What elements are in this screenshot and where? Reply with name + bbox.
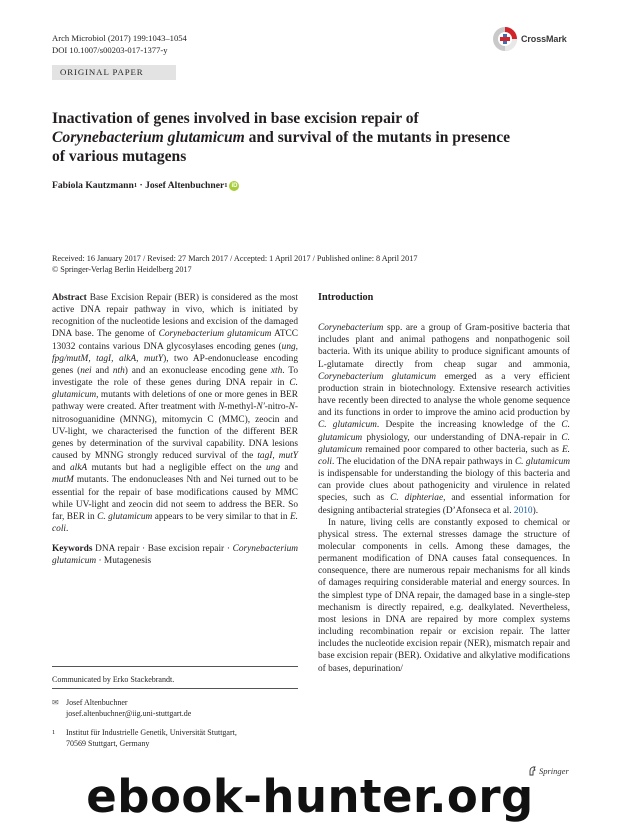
author-affiliation-sup: 1 bbox=[133, 182, 138, 189]
abstract-column bbox=[52, 292, 298, 567]
keywords-heading: Keywords bbox=[52, 544, 93, 555]
abstract-italic: xth bbox=[270, 365, 283, 376]
abstract-text: Base Excision Repair (BER) is considered as the most active DNA repair pathway in vivo, which is initiated by recognition of the nucleotide lesions and excision of the damaged DNA base. The genome of bbox=[52, 293, 298, 340]
intro-italic: C. glutamicum bbox=[514, 456, 571, 467]
publication-dates bbox=[52, 253, 417, 275]
abstract-italic: E. coli bbox=[52, 511, 299, 534]
abstract-italic: nei bbox=[80, 365, 92, 376]
title-species: Corynebacterium glutamicum bbox=[52, 129, 245, 146]
footnote-divider bbox=[52, 688, 298, 689]
abstract-text: and bbox=[52, 463, 70, 474]
abstract-text: ATCC 13032 contains various DNA glycosylases encoding genes ( bbox=[52, 329, 298, 352]
abstract-text: . To investigate the role of these genes during DNA repair in bbox=[52, 365, 298, 389]
orcid-icon[interactable]: iD bbox=[231, 182, 238, 189]
abstract-text: -nitro- bbox=[264, 402, 289, 413]
affiliation-line: 70569 Stuttgart, Germany bbox=[66, 738, 150, 748]
article-title bbox=[52, 109, 522, 166]
springer-label: Springer bbox=[539, 766, 569, 776]
intro-text: spp. are a group of Gram-positive bacteria that includes plant and animal pathogens and nonpathogenic soil bacteria. With its unique ability to produce significant amounts of L-glutamate directly from cheap sugar and ammonia, bbox=[318, 323, 570, 370]
affiliation-line: Institut für Industrielle Genetik, Universität Stuttgart, bbox=[66, 728, 237, 737]
intro-paragraph: In nature, living cells are constantly exposed to chemical or physical stress. The external stresses damage the structure of molecular components in cells. Among these damages, the permanent modification of DNA causes fatal consequences. In consequence, there are numerous repair mechanisms for all kinds of damages requiring considerable material and energy sources. In the simplest type of DNA repair, the damaged base in a single-step mechanism is directly repaired, e.g. dealkylated. Nevertheless, most lesions in DNA are repaired by more complex systems including recombination repair or excision repair. The latter includes the nucleotide excision repair (NER), mismatch repair and base excision repair (BER). Oxidative and alkylative modifications of bases, depurination/ bbox=[318, 517, 570, 674]
abstract-text: and bbox=[91, 365, 113, 376]
author-name[interactable]: Fabiola Kautzmann bbox=[52, 180, 134, 191]
abstract-text: mutants but had a negligible effect on the bbox=[87, 463, 266, 474]
author-separator: · bbox=[137, 180, 146, 191]
abstract-italic: N bbox=[288, 402, 295, 413]
abstract-text: appears to be very similar to that in bbox=[152, 511, 290, 522]
abstract-italic: nth bbox=[112, 365, 125, 376]
intro-text: emerged as a very efficient production strain in biotechnology. Extensive research activities have recently been directed to analyse the whole genome sequence and its functions in order to improve the amino acid production by bbox=[318, 371, 570, 419]
journal-citation bbox=[52, 32, 187, 56]
crossmark-badge[interactable] bbox=[492, 26, 567, 52]
intro-italic: C. glutamicum bbox=[318, 420, 570, 443]
abstract-italic: N bbox=[218, 402, 225, 413]
affiliation bbox=[52, 728, 237, 749]
copyright-line: © Springer-Verlag Berlin Heidelberg 2017 bbox=[52, 265, 192, 274]
abstract-italic: ung, fpg/mutM, tagI, alkA, mutY bbox=[52, 341, 298, 364]
abstract-text: . bbox=[66, 523, 69, 534]
abstract-text: and bbox=[280, 463, 299, 474]
author-name[interactable]: Josef Altenbuchner bbox=[145, 180, 225, 191]
author-list bbox=[52, 180, 239, 191]
communicated-by: Communicated by Erko Stackebrandt. bbox=[52, 675, 175, 684]
contact-name: Josef Altenbuchner bbox=[66, 698, 128, 707]
keywords bbox=[52, 543, 298, 567]
doi-line[interactable]: DOI 10.1007/s00203-017-1377-y bbox=[52, 45, 168, 55]
citation-link[interactable]: 2010 bbox=[513, 505, 533, 516]
crossmark-label: CrossMark bbox=[521, 34, 567, 44]
author-affiliation-sup: 1 bbox=[224, 182, 228, 189]
abstract-text: ) and an exonuclease encoding gene bbox=[124, 365, 271, 376]
intro-italic: C. glutamicum bbox=[318, 432, 570, 455]
keywords-italic: Corynebacterium glutamicum bbox=[52, 544, 298, 567]
introduction-column bbox=[318, 292, 570, 675]
abstract-text: -nitrosoguanidine (MNNG), mitomycin C (MMC), zeocin and UV-light, we characterised the function of the different BER genes by determination of the survival capability. DNA lesions caused by MNNG strongly reduced survival of the bbox=[52, 402, 298, 462]
intro-text: is indispensable for understanding the biology of this bacteria and can provide clues about pathogenicity and virulence in related species, such as bbox=[318, 469, 570, 504]
abstract-text: ), two AP-endonuclease encoding genes ( bbox=[52, 353, 298, 376]
abstract-italic: C. glutamicum bbox=[97, 511, 153, 522]
contact-email[interactable]: josef.altenbuchner@iig.uni-stuttgart.de bbox=[66, 708, 192, 718]
corresponding-author bbox=[52, 698, 191, 719]
intro-text: ). bbox=[532, 505, 539, 516]
abstract-italic: ung bbox=[266, 463, 281, 474]
keywords-text: · Mutagenesis bbox=[96, 556, 152, 567]
intro-text: . The elucidation of the DNA repair pathways in bbox=[332, 456, 515, 467]
intro-italic: C. diphteriae bbox=[390, 493, 444, 504]
intro-text: remained poor compared to other bacteria, such as bbox=[362, 444, 562, 455]
footnote-divider bbox=[52, 666, 298, 667]
intro-text: physiology, our understanding of DNA-repair in bbox=[362, 432, 562, 443]
intro-italic: C. glutamicum bbox=[318, 420, 377, 431]
introduction-heading: Introduction bbox=[318, 292, 374, 303]
abstract-italic: N′ bbox=[256, 402, 265, 413]
intro-text: . Despite the increasing knowledge of the bbox=[376, 420, 562, 431]
abstract bbox=[52, 292, 298, 535]
intro-italic: E. coli bbox=[318, 444, 570, 467]
abstract-italic: C. glutamicum bbox=[52, 378, 298, 401]
intro-italic: Corynebacterium glutamicum bbox=[318, 371, 437, 382]
abstract-text: mutants. The endonucleases Nth and Nei turned out to be essential for the repair of base modifications caused by MMC while UV-light and zeocin did not seem to address the BER. So far, BER in bbox=[52, 475, 298, 522]
watermark: ebook-hunter.org bbox=[86, 770, 534, 823]
abstract-italic: mutM bbox=[52, 475, 74, 486]
abstract-heading: Abstract bbox=[52, 293, 87, 303]
title-part1: Inactivation of genes involved in base excision repair of bbox=[52, 110, 419, 127]
abstract-text: -methyl- bbox=[224, 402, 257, 413]
intro-italic: Corynebacterium bbox=[318, 323, 384, 334]
affiliation-number: 1 bbox=[52, 729, 56, 736]
keywords-text: DNA repair · Base excision repair · bbox=[92, 544, 233, 555]
title-part2: and survival of the mutants in presence of various mutagens bbox=[52, 129, 511, 165]
envelope-icon: ✉ bbox=[52, 698, 59, 707]
article-type-band: ORIGINAL PAPER bbox=[52, 65, 176, 80]
abstract-italic: Corynebacterium glutamicum bbox=[158, 329, 272, 340]
crossmark-icon bbox=[492, 26, 518, 52]
intro-text: , and essential information for designing antibacterial strategies (D’Afonseca et al. bbox=[318, 493, 570, 516]
journal-line: Arch Microbiol (2017) 199:1043–1054 bbox=[52, 33, 187, 43]
abstract-italic: tagI, mutY bbox=[257, 451, 298, 462]
history-line: Received: 16 January 2017 / Revised: 27 March 2017 / Accepted: 1 April 2017 / Published online: 8 April 2017 bbox=[52, 254, 418, 263]
abstract-italic: alkA bbox=[70, 463, 88, 474]
abstract-text: , mutants with deletions of one or more genes in BER pathway were created. After treatment with bbox=[52, 390, 298, 413]
intro-paragraph bbox=[318, 322, 570, 517]
